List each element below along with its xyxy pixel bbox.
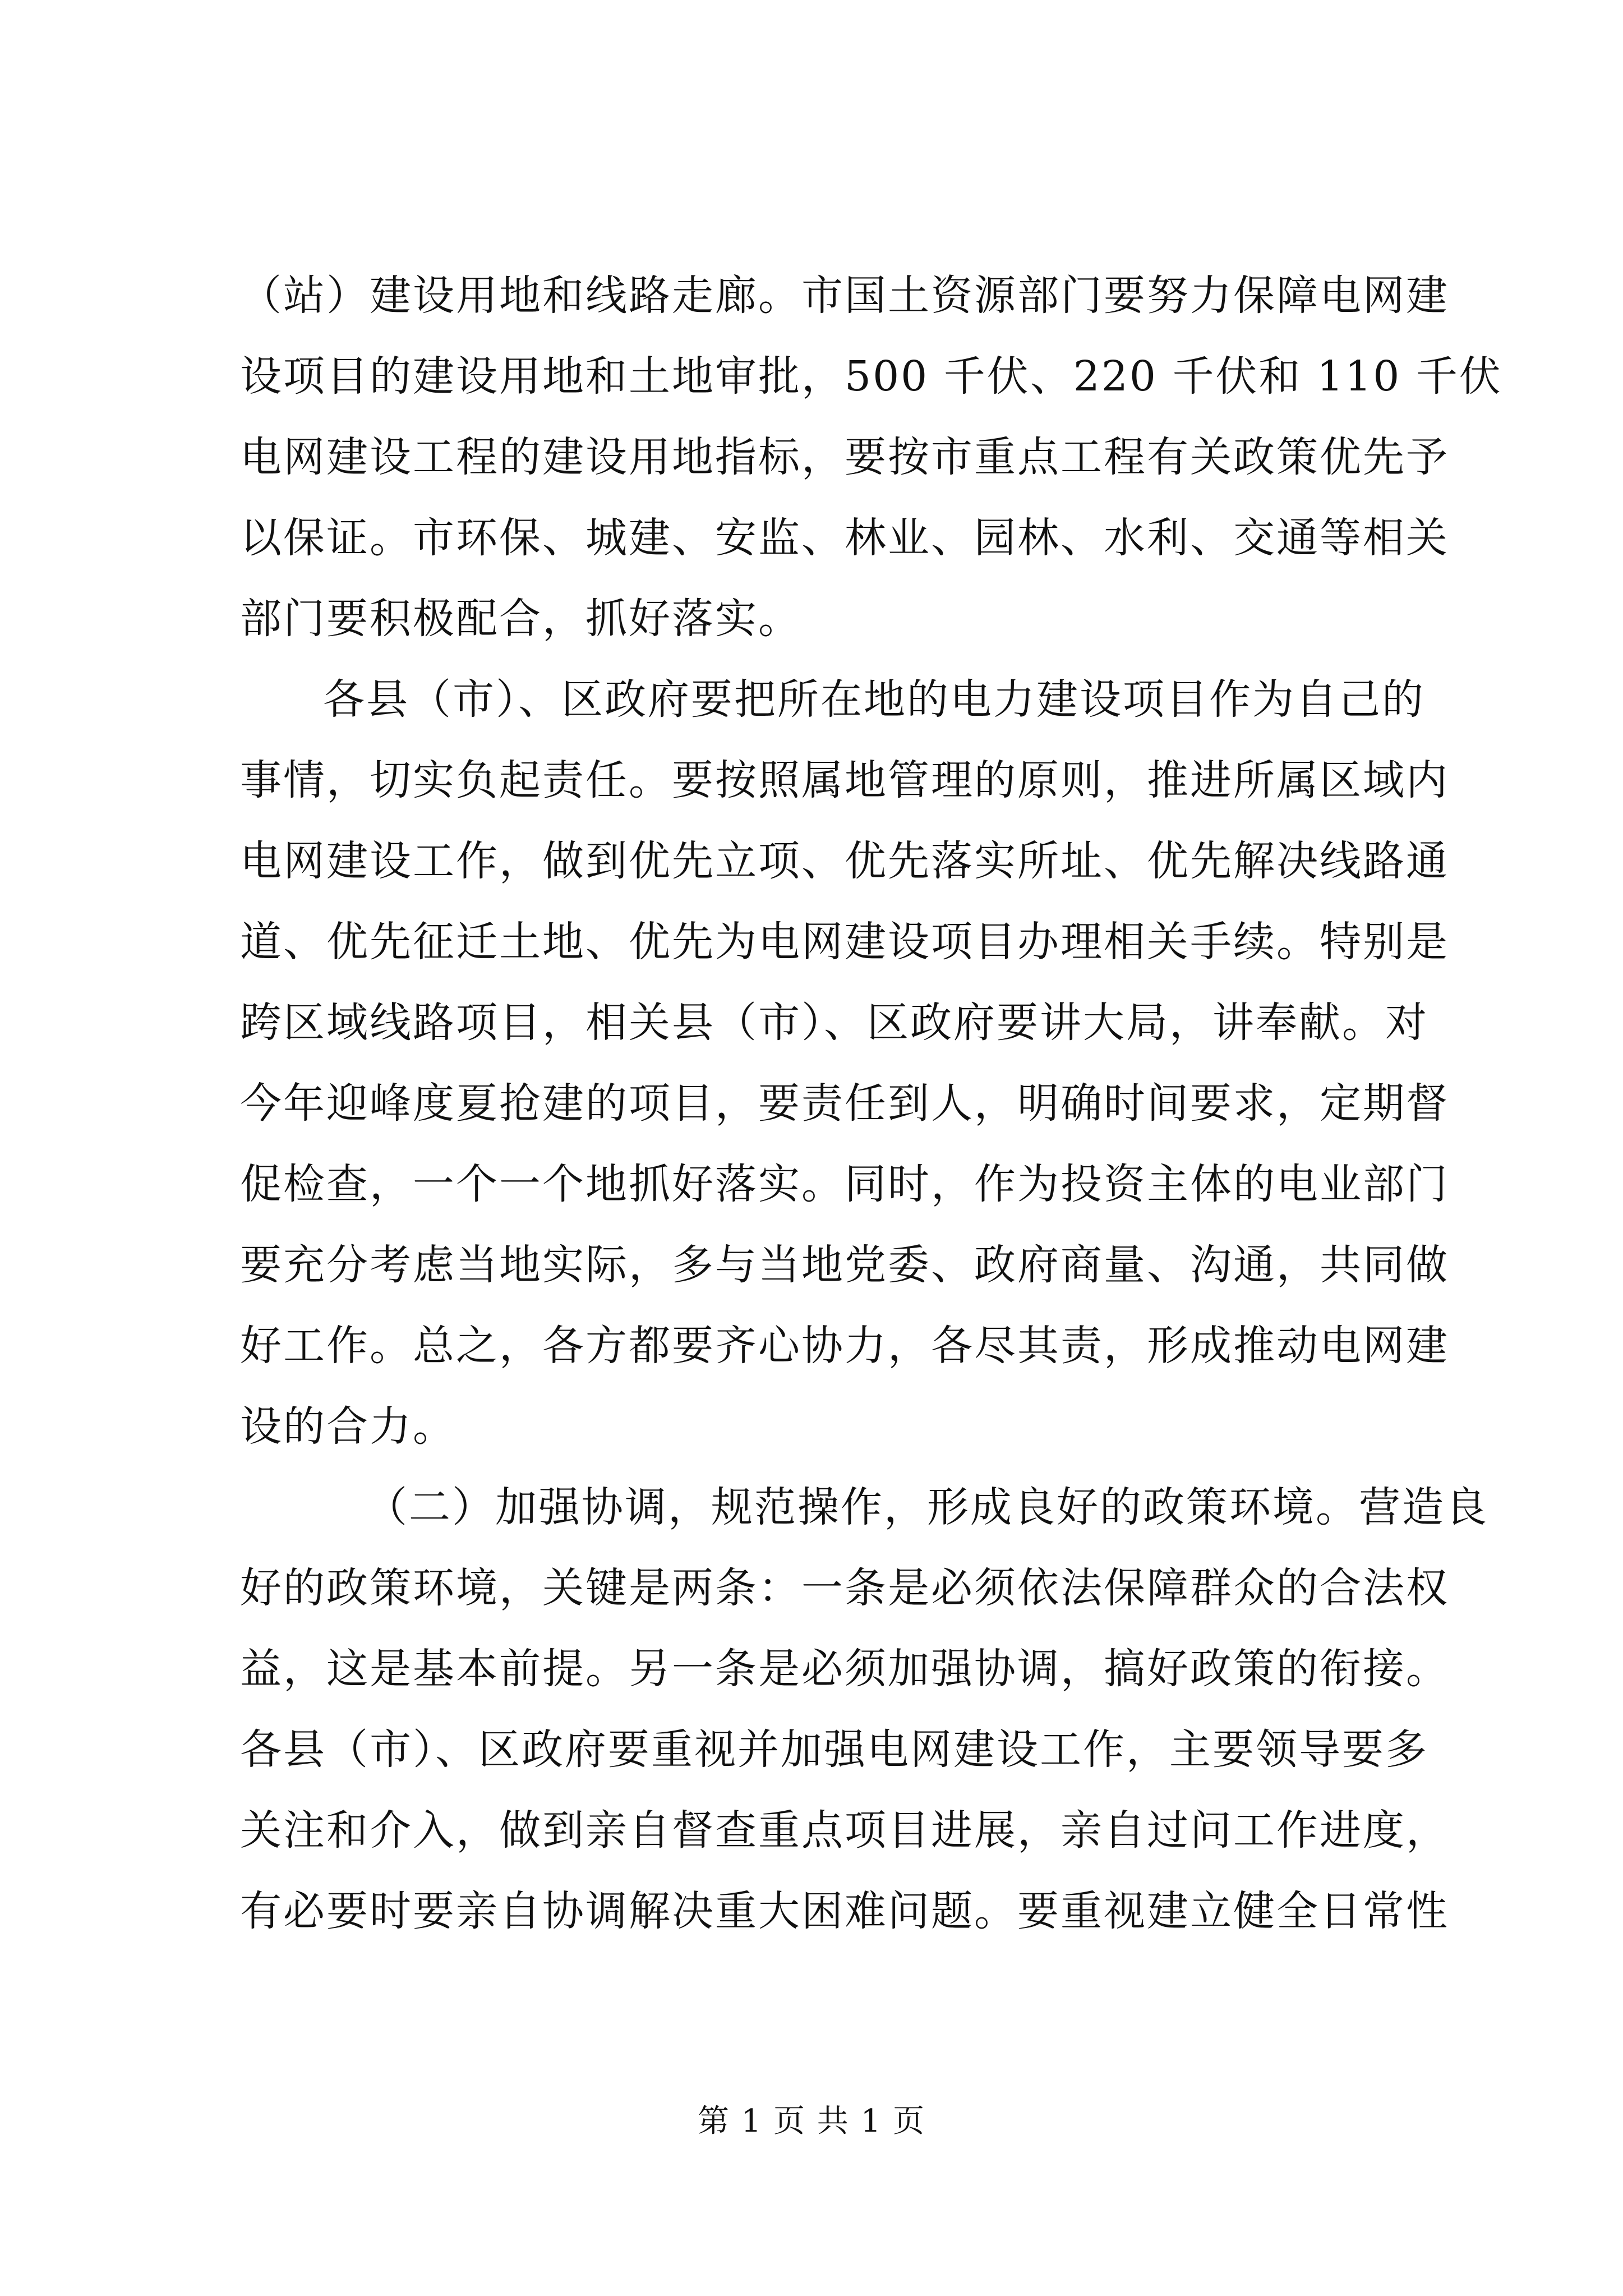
text-line: 促检查，一个一个地抓好落实。同时，作为投资主体的电业部门 (240, 1160, 1449, 1208)
text-line: 好工作。总之，各方都要齐心协力，各尽其责，形成推动电网建 (240, 1322, 1449, 1370)
page-footer (0, 2099, 1623, 2144)
body-text (240, 255, 1502, 1952)
text-line: 设项目的建设用地和土地审批，500 千伏、220 千伏和 110 千伏 (240, 352, 1502, 401)
text-line: 事情，切实负起责任。要按照属地管理的原则，推进所属区域内 (240, 756, 1449, 804)
text-line: 关注和介入，做到亲自督查重点项目进展，亲自过问工作进度， (240, 1806, 1449, 1855)
text-line: 各县（市）、区政府要重视并加强电网建设工作，主要领导要多 (240, 1726, 1428, 1774)
text-line: 跨区域线路项目，相关县（市）、区政府要讲大局，讲奉献。对 (240, 999, 1428, 1047)
text-line: 电网建设工作，做到优先立项、优先落实所址、优先解决线路通 (240, 837, 1449, 885)
text-line: 道、优先征迁土地、优先为电网建设项目办理相关手续。特别是 (240, 918, 1449, 966)
text-line: 今年迎峰度夏抢建的项目，要责任到人，明确时间要求，定期督 (240, 1079, 1449, 1128)
text-line: （站）建设用地和线路走廊。市国土资源部门要努力保障电网建 (240, 272, 1449, 320)
text-line: 部门要积极配合，抓好落实。 (240, 595, 801, 643)
text-line: 好的政策环境，关键是两条：一条是必须依法保障群众的合法权 (240, 1564, 1449, 1612)
text-line: 益，这是基本前提。另一条是必须加强协调，搞好政策的衔接。 (240, 1645, 1449, 1693)
page-number: 第 1 页 共 1 页 (697, 2103, 926, 2139)
section-heading-line: （二）加强协调，规范操作，形成良好的政策环境。营造良 (366, 1483, 1488, 1531)
text-line: 有必要时要亲自协调解决重大困难问题。要重视建立健全日常性 (240, 1887, 1449, 1935)
text-line: 设的合力。 (240, 1402, 456, 1451)
text-line: 要充分考虑当地实际，多与当地党委、政府商量、沟通，共同做 (240, 1241, 1449, 1289)
text-line: 以保证。市环保、城建、安监、林业、园林、水利、交通等相关 (240, 514, 1449, 562)
text-line: 电网建设工程的建设用地指标，要按市重点工程有关政策优先予 (240, 433, 1449, 481)
paragraph-start-line: 各县（市）、区政府要把所在地的电力建设项目作为自己的 (323, 675, 1425, 724)
